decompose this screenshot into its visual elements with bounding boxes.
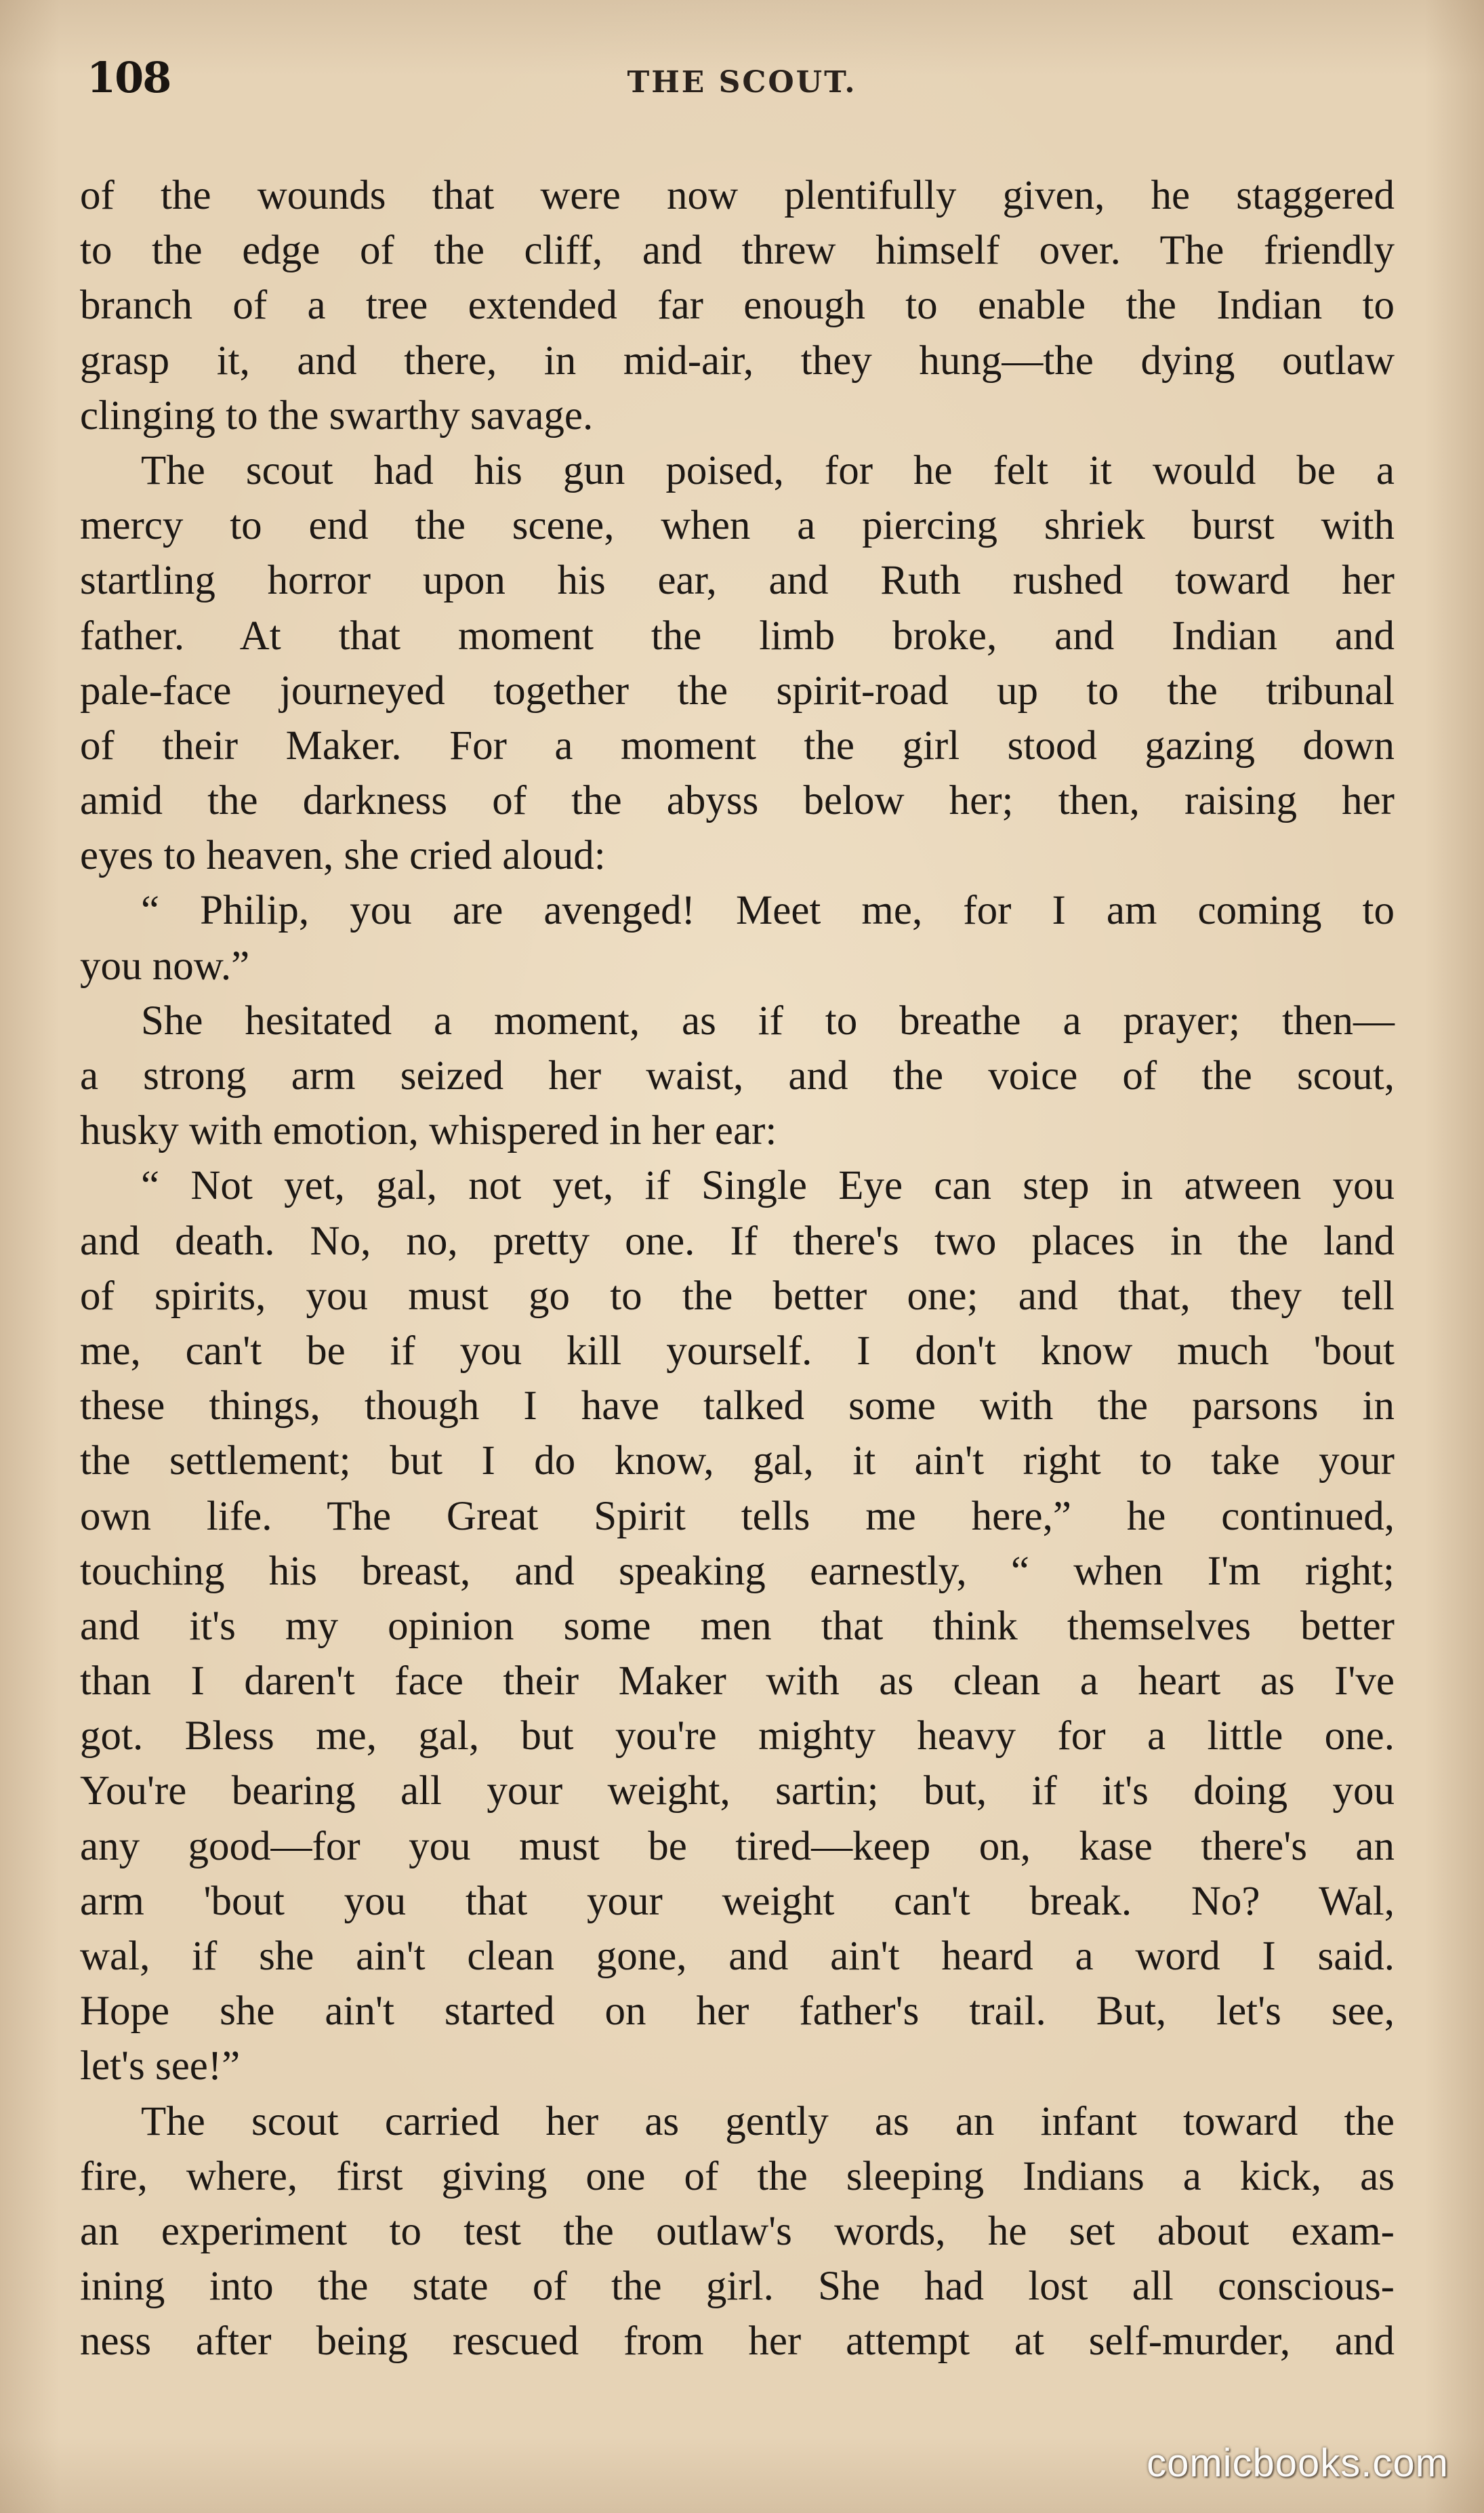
text-line: Hope she ain't started on her father's trail. But, let's see, [80,1988,1395,2035]
text-line: eyes to heaven, she cried aloud: [80,833,606,879]
text-line: a strong arm seized her waist, and the voice of the scout, [80,1053,1395,1099]
text-line: The scout had his gun poised, for he felt it would be a [141,447,1395,493]
text-line: pale-face journeyed together the spirit-road up to the tribunal [80,668,1395,714]
text-line: ness after being rescued from her attempt at self-murder, and [80,2318,1395,2365]
text-line: arm 'bout you that your weight can't break. No? Wal, [80,1878,1395,1924]
page-number: 108 [87,53,171,102]
text-line: mercy to end the scene, when a piercing shriek burst with [80,503,1395,549]
text-line: husky with emotion, whispered in her ear: [80,1108,777,1154]
text-line: you now.” [80,943,250,989]
text-line: the settlement; but I do know, gal, it ain't right to take your [80,1438,1395,1484]
text-line: The scout carried her as gently as an infant toward the [141,2098,1395,2144]
text-line: “ Not yet, gal, not yet, if Single Eye can step in atween you [141,1163,1395,1209]
body-text [80,168,1395,2369]
text-line: any good—for you must be tired—keep on, kase there's an [80,1823,1395,1869]
text-line: father. At that moment the limb broke, and Indian and [80,613,1395,659]
text-line: and it's my opinion some men that think themselves better [80,1603,1395,1649]
running-title: THE SCOUT. [627,65,857,100]
site-watermark: comicbooks.com [1147,2441,1449,2485]
text-line: You're bearing all your weight, sartin; but, if it's doing you [80,1768,1395,1814]
text-line: of spirits, you must go to the better one; and that, they tell [80,1273,1395,1319]
text-line: of their Maker. For a moment the girl stood gazing down [80,722,1395,769]
text-line: and death. No, no, pretty one. If there's two places in the land [80,1218,1395,1264]
text-line: these things, though I have talked some with the parsons in [80,1383,1395,1429]
text-line: grasp it, and there, in mid-air, they hung—the dying outlaw [80,338,1395,384]
text-line: an experiment to test the outlaw's words, he set about exam- [80,2208,1395,2254]
text-line: touching his breast, and speaking earnestly, “ when I'm right; [80,1548,1395,1594]
text-line: wal, if she ain't clean gone, and ain't heard a word I said. [80,1934,1395,1979]
text-line: own life. The Great Spirit tells me here,” he continued, [80,1493,1395,1539]
text-line: “ Philip, you are avenged! Meet me, for I am coming to [141,888,1395,934]
text-line: me, can't be if you kill yourself. I don't know much 'bout [80,1328,1395,1374]
text-line: to the edge of the cliff, and threw himself over. The friendly [80,228,1395,274]
text-line: She hesitated a moment, as if to breathe a prayer; then— [141,998,1395,1044]
text-line: clinging to the swarthy savage. [80,392,594,438]
text-line: got. Bless me, gal, but you're mighty heavy for a little one. [80,1713,1395,1759]
text-line: amid the darkness of the abyss below her; then, raising her [80,778,1395,824]
text-line: than I daren't face their Maker with as clean a heart as I've [80,1658,1395,1704]
text-line: ining into the state of the girl. She had lost all conscious- [80,2264,1395,2310]
text-line: fire, where, first giving one of the sleeping Indians a kick, as [80,2153,1395,2199]
text-line: branch of a tree extended far enough to enable the Indian to [80,283,1395,329]
text-line: startling horror upon his ear, and Ruth rushed toward her [80,558,1395,604]
text-line: of the wounds that were now plentifully given, he staggered [80,173,1395,218]
text-line: let's see!” [80,2043,241,2089]
